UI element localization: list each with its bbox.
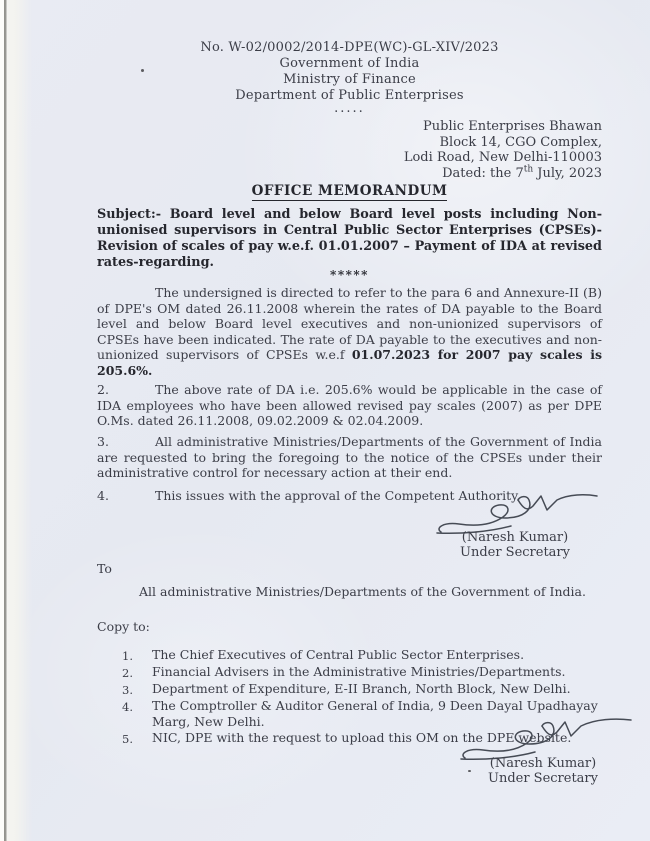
para-number: 2. [97, 382, 109, 397]
org-line-ministry: Ministry of Finance [283, 72, 416, 87]
to-recipient: All administrative Ministries/Departments of the Government of India. [139, 584, 586, 599]
list-item: 3. Department of Expenditure, E-II Branch, North Block, New Delhi. [122, 681, 571, 697]
list-item: 4. The Comptroller & Auditor General of India, 9 Deen Dayal Upadhayay Marg, New Delhi. [122, 698, 598, 729]
scan-speck [141, 69, 144, 72]
paragraph-3: 3. All administrative Ministries/Departments of the Government of India are requested to bring the foregoing to the notice of the CPSEs under their administrative control for necessary action at their end. [97, 434, 602, 481]
paragraph-4: 4. This issues with the approval of the Competent Authority. [97, 488, 521, 503]
address-block [97, 119, 602, 181]
signature-block-1 [425, 492, 605, 560]
memo-title-row [97, 183, 602, 201]
item-number: 4. [122, 700, 133, 714]
item-number: 5. [122, 732, 133, 746]
list-item: 2. Financial Advisers in the Administrative Ministries/Departments. [122, 664, 566, 680]
para-number: 4. [97, 488, 109, 503]
copy-to-label: Copy to: [97, 619, 150, 634]
stars-separator: ***** [330, 268, 369, 282]
signatory-name: (Naresh Kumar) [461, 530, 569, 545]
list-item: 1. The Chief Executives of Central Public Sector Enterprises. [122, 647, 525, 663]
list-item: 5. NIC, DPE with the request to upload this OM on the DPE website. [122, 730, 572, 746]
separator-dots: ..... [334, 101, 365, 116]
address-line: Public Enterprises Bhawan [423, 119, 602, 134]
item-number: 2. [122, 666, 133, 680]
signatory-name: (Naresh Kumar) [489, 756, 597, 771]
memo-title: OFFICE MEMORANDUM [251, 183, 448, 199]
subject-block: Subject:- Board level and below Board level posts including Non-unionised supervisors in Central Public Sector Enterprises (CPSEs)-Revision of scales of pay w.e.f. 01.01.2007 – Payment of IDA at revised rates-regarding. [97, 207, 602, 270]
paragraph-1: The undersigned is directed to refer to the para 6 and Annexure-II (B) of DPE's OM dated 26.11.2008 wherein the rates of DA payable to the Board level and below Board level executives and non-unionized supervisors of CPSEs have been indicated. The rate of DA payable to the executives and non-unionized supervisors of CPSEs w.e.f 01.07.2023 for 2007 pay scales is 205.6%. [97, 285, 602, 378]
reference-number: No. W-02/0002/2014-DPE(WC)-GL-XIV/2023 [200, 40, 499, 55]
item-number: 3. [122, 683, 133, 697]
to-label: To [97, 561, 112, 576]
item-number: 1. [122, 649, 133, 663]
para-number: 3. [97, 434, 109, 449]
org-line-government: Government of India [279, 56, 420, 71]
letterhead [97, 40, 602, 114]
address-line: Lodi Road, New Delhi-110003 [403, 150, 602, 165]
signatory-title: Under Secretary [459, 545, 570, 560]
signature-block-2 [448, 716, 638, 786]
scan-edge [0, 0, 32, 841]
to-block [97, 561, 602, 599]
date-line: Dated: the 7th July, 2023 [442, 164, 602, 181]
paragraph-2: 2. The above rate of DA i.e. 205.6% would be applicable in the case of IDA employees who have been allowed revised pay scales (2007) as per DPE O.Ms. dated 26.11.2008, 09.02.2009 & 02.04.2009. [97, 382, 602, 429]
bold-da-rate: 01.07.2023 for 2007 pay scales is 205.6%. [97, 347, 602, 378]
address-line: Block 14, CGO Complex, [439, 134, 602, 150]
org-line-department: Department of Public Enterprises [235, 88, 464, 103]
signatory-title: Under Secretary [487, 771, 598, 786]
